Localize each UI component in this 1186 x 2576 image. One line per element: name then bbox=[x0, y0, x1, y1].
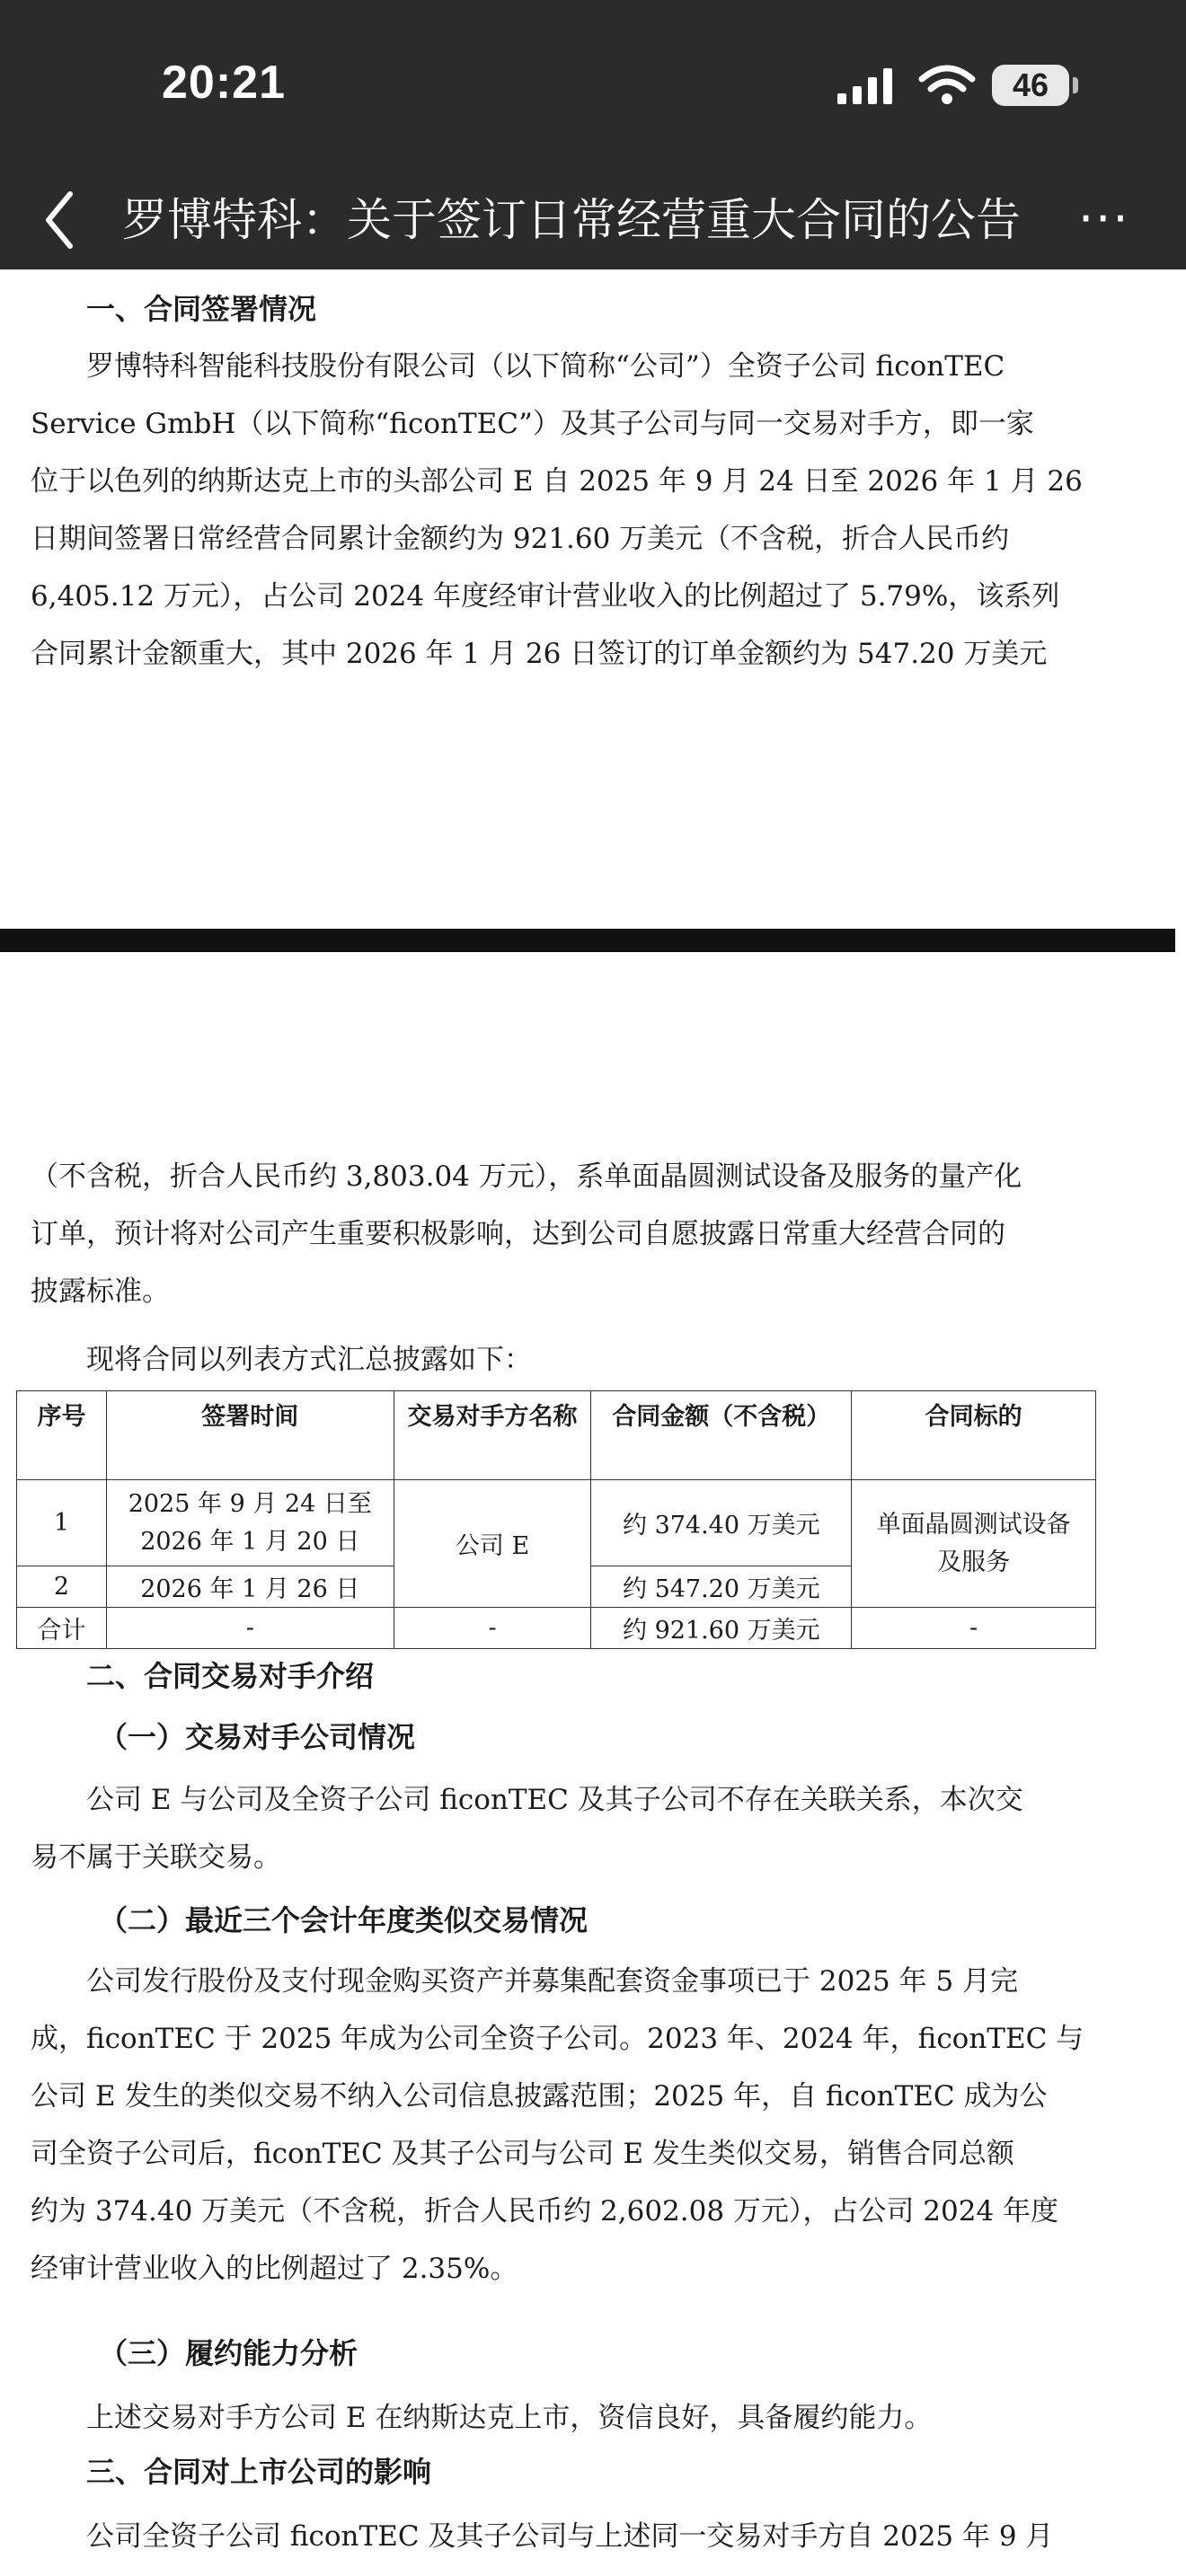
table-cell: 2025 年 9 月 24 日至 2026 年 1 月 20 日 bbox=[106, 1480, 394, 1566]
table-cell: 2 bbox=[17, 1566, 107, 1608]
section3-paragraph bbox=[31, 2508, 1155, 2565]
text-line: 公司发行股份及支付现金购买资产并募集配套资金事项已于 2025 年 5 月完 bbox=[86, 1965, 1019, 1998]
section1-paragraph1 bbox=[31, 338, 1155, 683]
section2-sub2-paragraph bbox=[31, 1953, 1155, 2298]
table-cell: - bbox=[394, 1608, 591, 1649]
text-line: 司全资子公司后，ficonTEC 及其子公司与公司 E 发生类似交易，销售合同总额 bbox=[31, 2138, 1014, 2170]
back-arrow-icon[interactable] bbox=[41, 189, 77, 251]
nav-bar bbox=[0, 171, 1186, 269]
text-line: 罗博特科智能科技股份有限公司（以下简称“公司”）全资子公司 ficonTEC bbox=[86, 350, 1005, 383]
section3-heading: 三、合同对上市公司的影响 bbox=[86, 2455, 432, 2489]
table-cell: 2026 年 1 月 26 日 bbox=[106, 1566, 394, 1608]
text-line: 6,405.12 万元），占公司 2024 年度经审计营业收入的比例超过了 5.79%，该系列 bbox=[31, 580, 1060, 613]
text-line: 约为 374.40 万美元（不含税，折合人民币约 2,602.08 万元），占公司 2024 年度 bbox=[31, 2195, 1059, 2228]
battery-tip bbox=[1073, 77, 1078, 93]
table-cell: 约 547.20 万美元 bbox=[591, 1566, 852, 1608]
text-line: （不含税，折合人民币约 3,803.04 万元），系单面晶圆测试设备及服务的量产化 bbox=[31, 1160, 1022, 1193]
table-cell: 合计 bbox=[17, 1608, 107, 1649]
battery-icon bbox=[992, 65, 1069, 106]
text-line: 订单，预计将对公司产生重要积极影响，达到公司自愿披露日常重大经营合同的 bbox=[31, 1218, 1005, 1250]
table-intro bbox=[31, 1335, 1155, 1385]
text-line: 现将合同以列表方式汇总披露如下： bbox=[86, 1344, 532, 1376]
more-options-icon[interactable]: ··· bbox=[1078, 190, 1130, 247]
table-cell: 1 bbox=[17, 1480, 107, 1566]
section2-sub1-heading: （一）交易对手公司情况 bbox=[99, 1720, 416, 1754]
text-line: 合同累计金额重大，其中 2026 年 1 月 26 日签订的订单金额约为 547.20 万美元 bbox=[31, 638, 1048, 670]
text-line: 公司 E 发生的类似交易不纳入公司信息披露范围；2025 年，自 ficonTEC 成为公 bbox=[31, 2080, 1048, 2113]
section2-heading: 二、合同交易对手介绍 bbox=[86, 1659, 375, 1693]
table-cell: 单面晶圆测试设备及服务 bbox=[852, 1480, 1096, 1608]
section1-paragraph2 bbox=[31, 1148, 1155, 1320]
status-bar bbox=[0, 0, 1186, 171]
table-cell: 约 374.40 万美元 bbox=[591, 1480, 852, 1566]
text-line: 上述交易对手方公司 E 在纳斯达克上市，资信良好，具备履约能力。 bbox=[86, 2402, 933, 2434]
column-header: 序号 bbox=[17, 1391, 107, 1480]
section2-sub3-paragraph bbox=[31, 2389, 1155, 2447]
text-line: 日期间签署日常经营合同累计金额约为 921.60 万美元（不含税，折合人民币约 bbox=[31, 523, 1010, 555]
table-total-row bbox=[17, 1608, 1096, 1649]
table-cell: 约 921.60 万美元 bbox=[591, 1608, 852, 1649]
page-title: 罗博特科：关于签订日常经营重大合同的公告 bbox=[122, 194, 1021, 246]
text-line: 易不属于关联交易。 bbox=[31, 1841, 281, 1874]
section2-sub3-heading: （三）履约能力分析 bbox=[99, 2336, 358, 2370]
table-row bbox=[17, 1480, 1096, 1566]
text-line: 公司全资子公司 ficonTEC 及其子公司与上述同一交易对手方自 2025 年 9 月 bbox=[86, 2520, 1054, 2553]
page-break-divider bbox=[0, 929, 1175, 952]
table-cell: 公司 E bbox=[394, 1480, 591, 1608]
text-line: 位于以色列的纳斯达克上市的头部公司 E 自 2025 年 9 月 24 日至 2026 年 1 月 26 bbox=[31, 465, 1083, 498]
table-cell: - bbox=[106, 1608, 394, 1649]
section2-sub2-heading: （二）最近三个会计年度类似交易情况 bbox=[99, 1903, 589, 1937]
text-line: Service GmbH（以下简称“ficonTEC”）及其子公司与同一交易对手方，即一家 bbox=[31, 408, 1034, 440]
column-header: 合同标的 bbox=[852, 1391, 1096, 1480]
contract-summary-table bbox=[16, 1390, 1096, 1649]
cellular-signal-icon bbox=[837, 68, 895, 104]
column-header: 签署时间 bbox=[106, 1391, 394, 1480]
text-line: 披露标准。 bbox=[31, 1275, 170, 1308]
wifi-icon bbox=[918, 65, 976, 106]
status-time: 20:21 bbox=[162, 57, 286, 109]
column-header: 交易对手方名称 bbox=[394, 1391, 591, 1480]
battery-level: 46 bbox=[1012, 66, 1049, 103]
text-line: 经审计营业收入的比例超过了 2.35%。 bbox=[31, 2253, 518, 2285]
section2-sub1-paragraph bbox=[31, 1771, 1155, 1886]
column-header: 合同金额（不含税） bbox=[591, 1391, 852, 1480]
table-cell: - bbox=[852, 1608, 1096, 1649]
section1-heading: 一、合同签署情况 bbox=[86, 292, 317, 326]
table-header-row bbox=[17, 1391, 1096, 1480]
text-line: 公司 E 与公司及全资子公司 ficonTEC 及其子公司不存在关联关系，本次交 bbox=[86, 1784, 1023, 1816]
text-line: 成，ficonTEC 于 2025 年成为公司全资子公司。2023 年、2024 年，ficonTEC 与 bbox=[31, 2023, 1084, 2055]
